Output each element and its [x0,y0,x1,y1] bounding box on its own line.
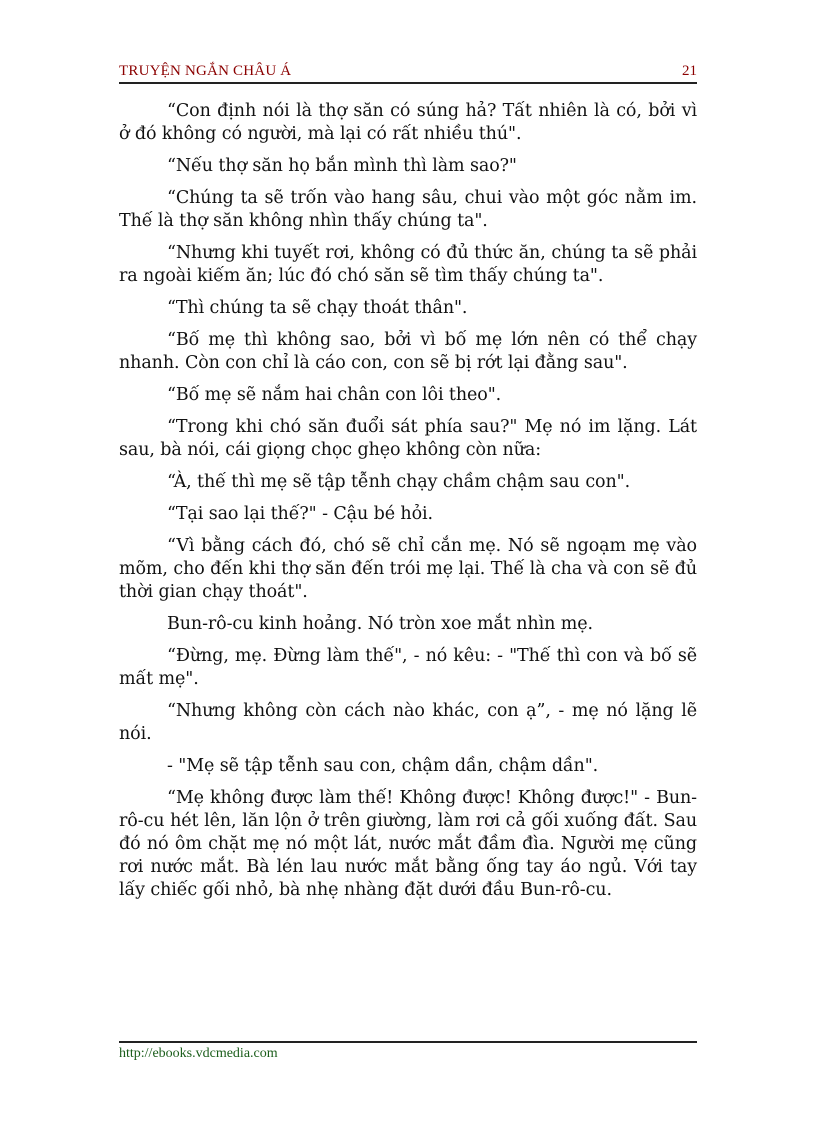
paragraph: “Nếu thợ săn họ bắn mình thì làm sao?" [167,156,517,176]
book-title: TRUYỆN NGẮN CHÂU Á [119,63,292,79]
paragraph: “Tại sao lại thế?" - Cậu bé hỏi. [167,504,433,524]
page-number: 21 [682,63,697,79]
paragraph: “Trong khi chó săn đuổi sát phía sau?" Mẹ nó im lặng. Lát sau, bà nói, cái giọng chọc ghẹo không còn nữa: [119,417,697,460]
paragraph: “Nhưng khi tuyết rơi, không có đủ thức ăn, chúng ta sẽ phải ra ngoài kiếm ăn; lúc đó chó săn sẽ tìm thấy chúng ta". [119,243,697,286]
paragraph: “À, thế thì mẹ sẽ tập tễnh chạy chầm chậm sau con". [167,472,631,492]
running-header [119,63,697,81]
header-divider [119,82,697,84]
paragraph: “Bố mẹ sẽ nắm hai chân con lôi theo". [167,385,502,405]
paragraph: “Con định nói là thợ săn có súng hả? Tất nhiên là có, bởi vì ở đó không có người, mà lại có rất nhiều thú". [119,101,697,144]
paragraph: “Đừng, mẹ. Đừng làm thế", - nó kêu: - "Thế thì con và bố sẽ mất mẹ". [119,646,697,689]
paragraph: “Chúng ta sẽ trốn vào hang sâu, chui vào một góc nằm im. Thế là thợ săn không nhìn thấy chúng ta". [119,188,697,231]
source-link[interactable]: http://ebooks.vdcmedia.com [119,1046,278,1061]
paragraph: “Mẹ không được làm thế! Không được! Không được!" - Bun-rô-cu hét lên, lăn lộn ở trên giường, làm rơi cả gối xuống đất. Sau đó nó ôm chặt mẹ nó một lát, nước mắt đầm đìa. Người mẹ cũng rơi nước mắt. Bà lén lau nước mắt bằng ống tay áo ngủ. Với tay lấy chiếc gối nhỏ, bà nhẹ nhàng đặt dưới đầu Bun-rô-cu. [119,788,697,900]
paragraph: Bun-rô-cu kinh hoảng. Nó tròn xoe mắt nhìn mẹ. [167,614,593,634]
paragraph: “Thì chúng ta sẽ chạy thoát thân". [167,298,468,318]
paragraph: - "Mẹ sẽ tập tễnh sau con, chậm dần, chậm dần". [167,756,599,776]
story-text [119,100,697,911]
paragraph: “Nhưng không còn cách nào khác, con ạ”, - mẹ nó lặng lẽ nói. [119,701,697,744]
footer-divider [119,1041,697,1043]
paragraph: “Vì bằng cách đó, chó sẽ chỉ cắn mẹ. Nó sẽ ngoạm mẹ vào mõm, cho đến khi thợ săn đến trói mẹ lại. Thế là cha và con sẽ đủ thời gian chạy thoát". [119,536,697,602]
paragraph: “Bố mẹ thì không sao, bởi vì bố mẹ lớn nên có thể chạy nhanh. Còn con chỉ là cáo con, con sẽ bị rớt lại đằng sau". [119,330,697,373]
